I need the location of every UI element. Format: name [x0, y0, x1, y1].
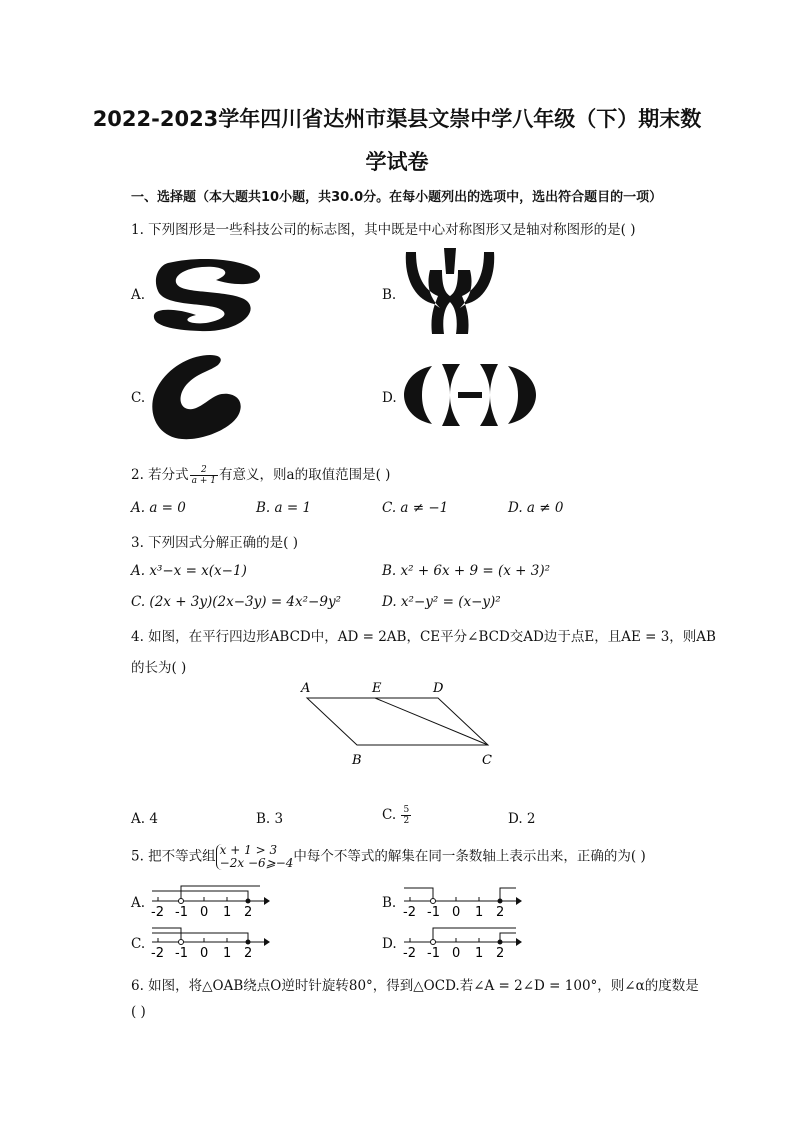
- tick-label: 2: [496, 905, 505, 919]
- q4-option-d: D. 2: [508, 811, 536, 827]
- tick-label: 0: [452, 946, 461, 960]
- q3-option-a: A. x³−x = x(x−1): [131, 563, 247, 579]
- q1-option-d-label: D.: [382, 390, 397, 406]
- section-heading: 一、选择题（本大题共10小题，共30.0分。在每小题列出的选项中，选出符合题目的一项）: [131, 190, 663, 205]
- point-e-label: E: [372, 681, 382, 696]
- q5-pre: 5. 把不等式组: [131, 848, 216, 865]
- tick-label: 0: [452, 905, 461, 919]
- q2-option-a: A. a = 0: [131, 500, 186, 516]
- number-line-a: [148, 883, 270, 919]
- q4-c-den: 2: [403, 816, 410, 826]
- q2-post: 有意义，则a的取值范围是( ): [219, 467, 391, 483]
- q5-post: 中每个不等式的解集在同一条数轴上表示出来，正确的为( ): [293, 848, 646, 865]
- q2-frac-num: 2: [190, 465, 218, 476]
- q2-option-d: D. a ≠ 0: [508, 500, 564, 516]
- point-b-label: B: [352, 753, 362, 768]
- q4-option-b: B. 3: [256, 811, 284, 827]
- q2-option-c: C. a ≠ −1: [382, 500, 449, 516]
- point-a-label: A: [301, 681, 311, 696]
- q2-pre: 2. 若分式: [131, 467, 189, 483]
- q4-option-c-fraction: [401, 805, 411, 826]
- logo-b-icon: [400, 246, 500, 338]
- tick-label: 2: [244, 946, 253, 960]
- question-6-line2: ( ): [131, 1004, 146, 1020]
- question-5-stem: [131, 844, 646, 870]
- q2-option-b: B. a = 1: [256, 500, 312, 516]
- number-line-b: [400, 883, 522, 919]
- tick-label: -1: [427, 946, 440, 960]
- q4-c-num: 5: [403, 805, 410, 815]
- tick-label: -2: [403, 905, 416, 919]
- tick-label: -2: [151, 946, 164, 960]
- question-6-line1: 6. 如图，将△OAB绕点O逆时针旋转80°，得到△OCD.若∠A = 2∠D = 100°，则∠α的度数是: [131, 978, 699, 994]
- logo-d-icon: [402, 362, 538, 428]
- question-4-line1: 4. 如图，在平行四边形ABCD中，AD = 2AB，CE平分∠BCD交AD边于点E，且AE = 3，则AB: [131, 629, 716, 645]
- tick-label: -1: [175, 946, 188, 960]
- q5-option-c-label: C.: [131, 936, 146, 952]
- point-c-label: C: [482, 753, 492, 768]
- tick-label: -1: [175, 905, 188, 919]
- logo-a-icon: [150, 255, 265, 333]
- tick-label: 1: [223, 946, 232, 960]
- q4-option-c: [382, 805, 412, 826]
- segment-ce: [375, 698, 488, 745]
- tick-label: -2: [151, 905, 164, 919]
- q5-ineq-2: −2x −6⩾−4: [219, 856, 294, 870]
- parallelogram-figure: [295, 678, 505, 770]
- q5-inequality-system: [216, 844, 294, 870]
- q5-option-a-label: A.: [131, 895, 146, 911]
- exam-title-line1: 2022-2023学年四川省达州市渠县文崇中学八年级（下）期末数: [92, 107, 702, 131]
- q5-option-b-label: B.: [382, 895, 397, 911]
- q1-option-c-label: C.: [131, 390, 146, 406]
- tick-label: 2: [496, 946, 505, 960]
- point-d-label: D: [433, 681, 444, 696]
- q5-option-d-label: D.: [382, 936, 397, 952]
- q3-option-b: B. x² + 6x + 9 = (x + 3)²: [382, 563, 551, 579]
- parallelogram-abcd: [307, 698, 488, 745]
- q4-option-a: A. 4: [131, 811, 158, 827]
- number-line-c: [148, 924, 270, 960]
- q2-fraction: [190, 465, 218, 486]
- tick-label: 0: [200, 946, 209, 960]
- tick-label: -1: [427, 905, 440, 919]
- question-3-stem: 3. 下列因式分解正确的是( ): [131, 535, 298, 551]
- tick-label: -2: [403, 946, 416, 960]
- tick-label: 1: [223, 905, 232, 919]
- tick-label: 1: [475, 946, 484, 960]
- q2-frac-den: a + 1: [191, 476, 217, 486]
- q1-option-b-label: B.: [382, 287, 397, 303]
- question-4-line2: 的长为( ): [131, 660, 187, 676]
- q3-option-d: D. x²−y² = (x−y)²: [382, 594, 501, 610]
- logo-c-icon: [148, 353, 244, 441]
- exam-title-line2: 学试卷: [365, 150, 429, 174]
- q5-ineq-1: x + 1 > 3: [219, 843, 278, 857]
- q1-option-a-label: A.: [131, 287, 146, 303]
- q3-option-c: C. (2x + 3y)(2x−3y) = 4x²−9y²: [131, 594, 341, 610]
- tick-label: 1: [475, 905, 484, 919]
- number-line-d: [400, 924, 522, 960]
- question-1-stem: 1. 下列图形是一些科技公司的标志图，其中既是中心对称图形又是轴对称图形的是( ): [131, 222, 636, 238]
- question-2-stem: [131, 463, 390, 486]
- tick-label: 2: [244, 905, 253, 919]
- q4-option-c-label: C.: [382, 807, 397, 823]
- tick-label: 0: [200, 905, 209, 919]
